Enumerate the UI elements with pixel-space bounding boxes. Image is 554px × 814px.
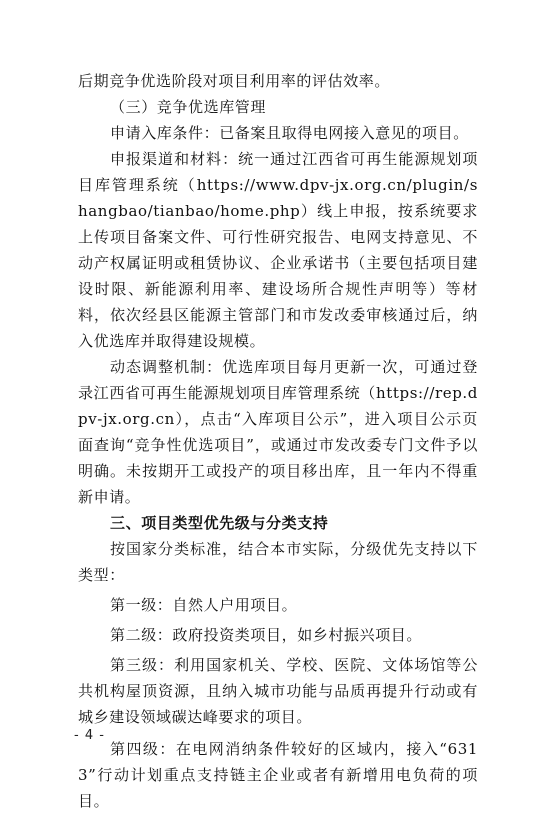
paragraph-level-four: 第四级：在电网消纳条件较好的区域内，接入“6313”行动计划重点支持链主企业或者有新增用电负荷的项目。	[78, 740, 478, 810]
section-heading-competitive-pool: （三）竞争优选库管理	[110, 98, 267, 116]
paragraph-level-three: 第三级：利用国家机关、学校、医院、文体场馆等公共机构屋顶资源，且纳入城市功能与品质再提升行动或有城乡建设领域碳达峰要求的项目。	[78, 656, 478, 726]
section-heading-project-priority: 三、项目类型优先级与分类支持	[110, 514, 329, 532]
document-body	[78, 68, 478, 814]
page-number: - 4 -	[74, 728, 105, 743]
paragraph-application-channel: 申报渠道和材料：统一通过江西省可再生能源规划项目库管理系统（https://www.dpv-jx.org.cn/plugin/shangbao/tianbao/home.php）线上申报，按系统要求上传项目备案文件、可行性研究报告、电网支持意见、不动产权属证明或租赁协议、企业承诺书（主要包括项目建设时限、新能源利用率、建设场所合规性声明等）等材料，依次经县区能源主管部门和市发改委审核通过后，纳入优选库并取得建设规模。	[78, 150, 478, 350]
paragraph-classification-intro: 按国家分类标准，结合本市实际，分级优先支持以下类型：	[78, 540, 478, 584]
paragraph-dynamic-adjustment: 动态调整机制：优选库项目每月更新一次，可通过登录江西省可再生能源规划项目库管理系统（https://rep.dpv-jx.org.cn），点击“入库项目公示”，进入项目公示页面查询“竞争性优选项目”，或通过市发改委专门文件予以明确。未按期开工或投产的项目移出库，且一年内不得重新申请。	[78, 358, 478, 506]
paragraph-entry-conditions: 申请入库条件：已备案且取得电网接入意见的项目。	[110, 124, 469, 142]
paragraph-level-two: 第二级：政府投资类项目，如乡村振兴项目。	[110, 626, 423, 644]
paragraph-level-one: 第一级：自然人户用项目。	[110, 596, 298, 614]
paragraph-continuation: 后期竞争优选阶段对项目利用率的评估效率。	[78, 72, 391, 90]
